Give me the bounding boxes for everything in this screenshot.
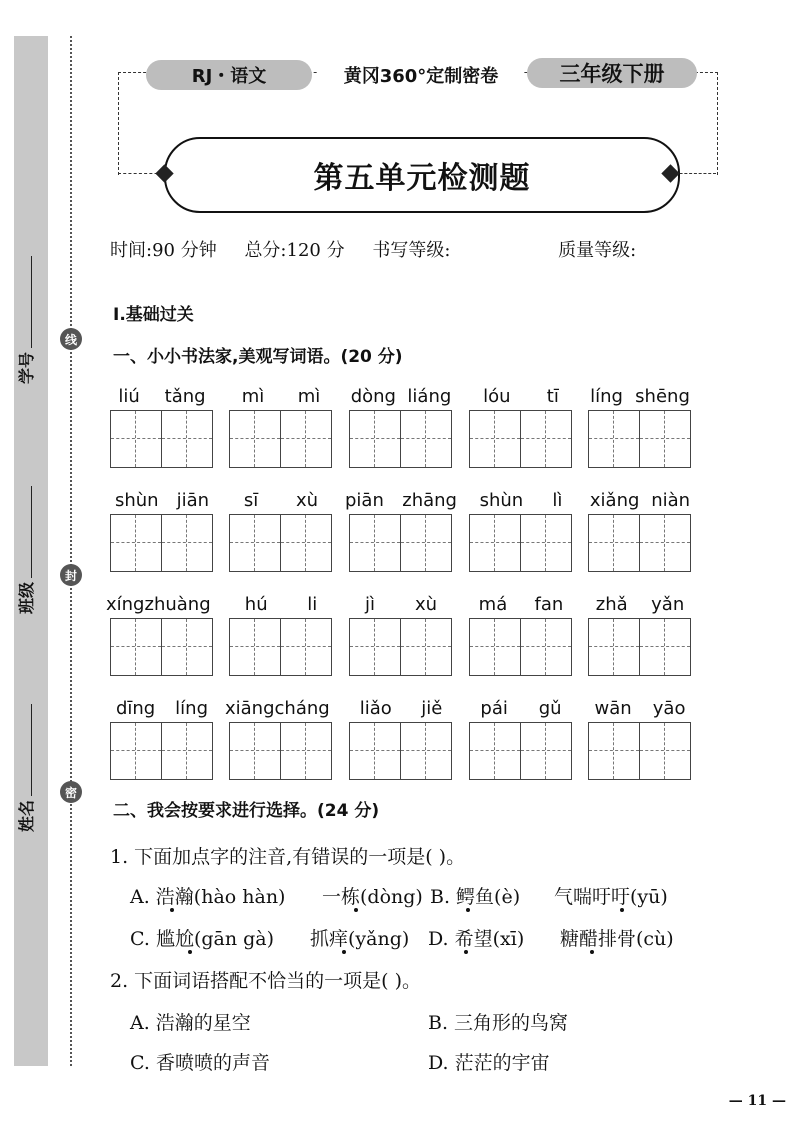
pinyin: shùn <box>114 490 159 511</box>
pinyin: yāo <box>652 698 686 719</box>
writing-boxes[interactable] <box>229 514 332 572</box>
writing-boxes[interactable] <box>349 618 452 676</box>
emphasis-dot <box>342 950 346 954</box>
pinyin: hú <box>244 594 268 615</box>
pinyin: lì <box>552 490 563 511</box>
pinyin: mì <box>241 386 265 407</box>
pinyin: zhǎ <box>595 594 628 615</box>
brand-text: 黄冈360°定制密卷 <box>318 60 524 90</box>
pinyin: wān <box>594 698 632 719</box>
page-title: 第五单元检测题 <box>313 161 531 196</box>
pinyin: pái <box>480 698 508 719</box>
writing-boxes[interactable] <box>588 722 691 780</box>
q2-sub1: 1. 下面加点字的注音,有错误的一项是( )。 <box>110 846 466 868</box>
q2-sub1-option-c[interactable]: C. 尴尬(gān gà) <box>130 928 275 950</box>
pinyin: yǎn <box>651 594 685 615</box>
writing-boxes[interactable] <box>469 410 572 468</box>
q2-sub1-option-b[interactable]: B. 鳄鱼(è) <box>430 886 521 908</box>
writing-boxes[interactable] <box>229 410 332 468</box>
pinyin: piān <box>345 490 384 511</box>
pinyin: liáng <box>407 386 452 407</box>
pinyin: xiǎng <box>589 490 640 511</box>
cut-line <box>70 36 72 1066</box>
part1-heading: Ⅰ.基础过关 <box>113 305 194 325</box>
q2-sub2-option-d[interactable]: D. 茫茫的宇宙 <box>428 1052 550 1074</box>
writing-boxes[interactable] <box>110 410 213 468</box>
pinyin: cháng <box>274 698 330 719</box>
q2-heading: 二、我会按要求进行选择。(24 分) <box>113 801 380 821</box>
q2-sub1-option-a[interactable]: A. 浩瀚(hào hàn) <box>130 886 286 908</box>
writing-boxes[interactable] <box>469 618 572 676</box>
q2-sub2-option-a[interactable]: A. 浩瀚的星空 <box>130 1012 251 1034</box>
pinyin: xù <box>296 490 319 511</box>
pinyin: shùn <box>479 490 524 511</box>
emphasis-dot <box>464 950 468 954</box>
pinyin: tī <box>546 386 559 407</box>
q2-sub1-option-a-extra: 一栋(dòng) <box>322 886 423 908</box>
q2-sub2-option-c[interactable]: C. 香喷喷的声音 <box>130 1052 270 1074</box>
page-number: — 11 — <box>728 1093 786 1109</box>
writing-boxes[interactable] <box>229 618 332 676</box>
seal-mark-bottom: 密 <box>60 781 82 803</box>
writing-boxes[interactable] <box>588 514 691 572</box>
pinyin: fan <box>534 594 564 615</box>
pinyin: líng <box>175 698 209 719</box>
seal-mark-top: 线 <box>60 328 82 350</box>
class-label: 班级 <box>17 581 36 614</box>
pinyin: niàn <box>651 490 691 511</box>
q2-sub1-option-c-extra: 抓痒(yǎng) <box>310 928 410 950</box>
pinyin: jì <box>364 594 375 615</box>
writing-boxes[interactable] <box>110 514 213 572</box>
pinyin: jiě <box>421 698 443 719</box>
emphasis-dot <box>590 950 594 954</box>
pinyin: liú <box>118 386 140 407</box>
writing-boxes[interactable] <box>349 410 452 468</box>
pinyin: dīng <box>115 698 156 719</box>
pinyin: jiān <box>176 490 210 511</box>
class-blank[interactable] <box>19 486 32 578</box>
writing-boxes[interactable] <box>110 618 213 676</box>
writing-boxes[interactable] <box>588 410 691 468</box>
emphasis-dot <box>354 908 358 912</box>
pinyin: dòng <box>350 386 396 407</box>
q1-heading: 一、小小书法家,美观写词语。(20 分) <box>113 347 403 367</box>
pinyin: sī <box>243 490 259 511</box>
total-score-info: 总分:120 分 <box>244 240 345 261</box>
subject-pill: RJ・语文 <box>146 60 312 90</box>
pinyin: gǔ <box>538 698 562 719</box>
exam-info <box>110 236 658 262</box>
seal-mark-middle: 封 <box>60 564 82 586</box>
pinyin: liǎo <box>359 698 392 719</box>
student-id-blank[interactable] <box>19 256 32 348</box>
pinyin: zhāng <box>402 490 457 511</box>
writing-boxes[interactable] <box>110 722 213 780</box>
emphasis-dot <box>466 908 470 912</box>
writing-boxes[interactable] <box>349 722 452 780</box>
pinyin: má <box>478 594 508 615</box>
student-id-label: 学号 <box>17 351 36 384</box>
pinyin: xíng <box>106 594 145 615</box>
emphasis-dot <box>170 908 174 912</box>
pinyin: xiāng <box>225 698 275 719</box>
q2-sub2: 2. 下面词语搭配不恰当的一项是( )。 <box>110 970 422 992</box>
writing-boxes[interactable] <box>469 722 572 780</box>
pinyin: líng <box>590 386 623 407</box>
pinyin: tǎng <box>164 386 206 407</box>
emphasis-dot <box>620 908 624 912</box>
pinyin: zhuàng <box>144 594 211 615</box>
writing-boxes[interactable] <box>588 618 691 676</box>
pinyin: lóu <box>483 386 511 407</box>
pinyin: xù <box>414 594 437 615</box>
writing-boxes[interactable] <box>349 514 452 572</box>
time-info: 时间:90 分钟 <box>110 240 217 261</box>
writing-boxes[interactable] <box>229 722 332 780</box>
grade-pill: 三年级下册 <box>527 58 697 88</box>
pinyin: mì <box>297 386 321 407</box>
pinyin: shēng <box>635 386 690 407</box>
pinyin: li <box>307 594 318 615</box>
writing-boxes[interactable] <box>469 514 572 572</box>
writing-grade-info: 书写等级: <box>372 240 451 261</box>
emphasis-dot <box>188 950 192 954</box>
name-label: 姓名 <box>17 799 36 832</box>
q2-sub1-option-d[interactable]: D. 希望(xī) <box>428 928 525 950</box>
name-blank[interactable] <box>19 704 32 796</box>
quality-grade-info: 质量等级: <box>558 240 637 261</box>
q2-sub1-option-b-extra: 气喘吁吁(yū) <box>554 886 668 908</box>
q2-sub1-option-d-extra: 糖醋排骨(cù) <box>560 928 674 950</box>
q2-sub2-option-b[interactable]: B. 三角形的鸟窝 <box>428 1012 569 1034</box>
